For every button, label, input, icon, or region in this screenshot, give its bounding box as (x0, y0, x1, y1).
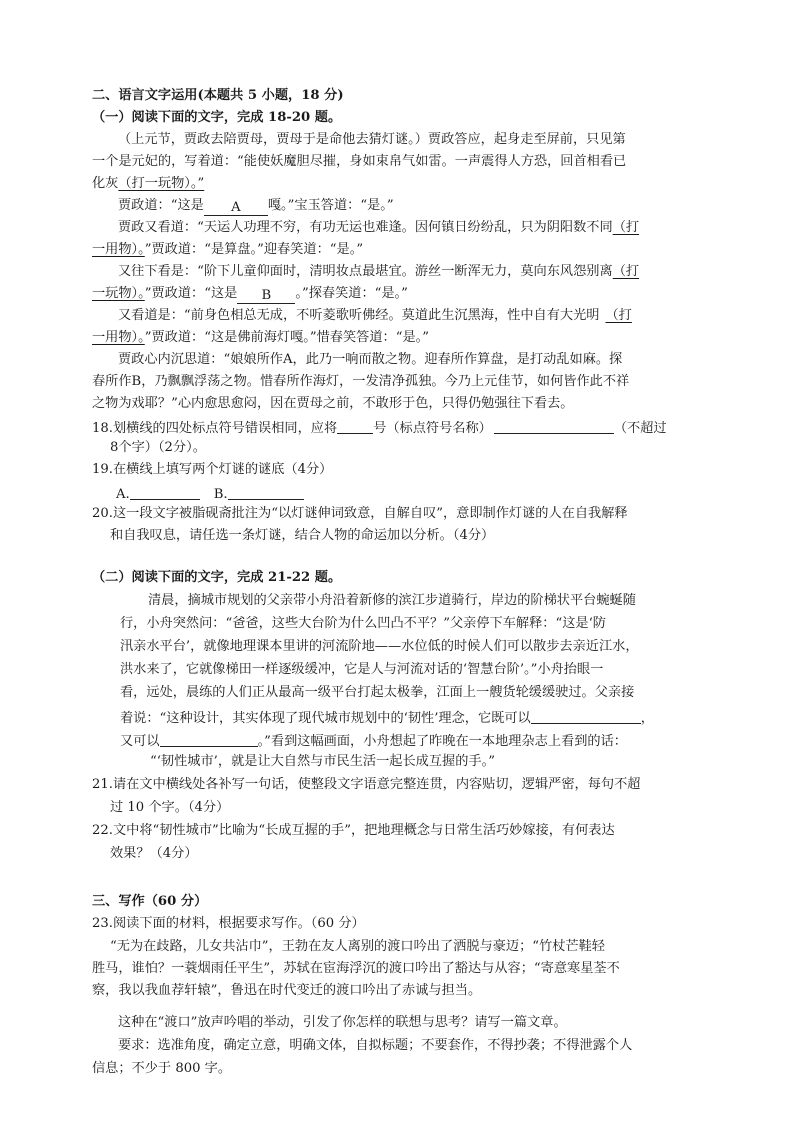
passage-line (92, 177, 204, 190)
writing-requirements: 要求：选准角度，确定立意，明确文体，自拟标题；不要套作，不得抄袭；不得泄露个人 (118, 1038, 633, 1053)
question-text: 18.划横线的四处标点符号错误相同，应将 (92, 421, 338, 436)
passage-line: （上元节，贾政去陪贾母，贾母于是命他去猜灯谜。）贾政答应，起身走至屏前，只见第 (118, 132, 626, 147)
question-20: 20.这一段文字被脂砚斋批注为“以灯谜伸词致意，自解自叹”，意即制作灯谜的人在自我解释 (92, 506, 628, 521)
passage-text: 又可以 (120, 734, 160, 749)
passage-line: 清晨，摘城市规划的父亲带小舟沿着新修的滨江步道骑行，岸边的阶梯状平台蜿蜒随 (148, 593, 636, 608)
riddle-hint-underlined: （打 (605, 308, 632, 323)
passage-text: ”贾政道：“这是佛前海灯嘎。”惜春笑答道：“是。” (144, 330, 430, 345)
passage-line (120, 732, 627, 748)
passage-text: 贾政又看道：“天运人功理不穷，有功无运也难逢。因何镇日纷纷乱，只为阴阳数不同 (118, 220, 613, 235)
passage-text: 。”看到这幅画面，小舟想起了昨晚在一本地理杂志上看到的话： (257, 734, 627, 749)
passage-line: 之物为戏耶？”心内愈思愈闷，因在贾母之前，不敢形于色，只得仍勉强往下看去。 (92, 396, 574, 411)
section-2-title: 二、语言文字运用(本题共 5 小题，18 分) (92, 88, 344, 103)
question-20-cont: 和自我叹息，请任选一条灯谜，结合人物的命运加以分析。（4分） (110, 528, 495, 543)
passage-line (92, 287, 408, 304)
question-22-cont: 效果？（4分） (110, 846, 198, 861)
blank-B-label: B (261, 288, 272, 303)
riddle-hint-underlined: 一用物）。 (92, 242, 145, 257)
riddle-hint-underlined: 一玩物）。 (92, 286, 145, 301)
riddle-hint-underlined: （打 (612, 220, 640, 235)
passage-text: ”贾政道：“是算盘。”迎春笑道：“是。” (144, 242, 364, 257)
passage-line (118, 199, 394, 216)
passage-line (118, 309, 632, 322)
passage-line: 洪水来了，它就像梯田一样逐级缓冲，它是人与河流对话的‘智慧台阶’。”小舟抬眼一 (120, 662, 604, 677)
riddle-hint-underlined: 一用物）。 (92, 330, 145, 345)
passage-line: 贾政心内沉思道：“娘娘所作A，此乃一响而散之物。迎春所作算盘，是打动乱如麻。探 (118, 352, 623, 367)
passage-line (92, 331, 429, 344)
blank-A-label: A (231, 200, 241, 215)
passage-text: 着说：“这种设计，其实体现了现代城市规划中的‘韧性’理念，它既可以 (120, 711, 531, 726)
question-text: 号（标点符号名称） (373, 421, 492, 436)
writing-requirements-cont: 信息；不少于 800 字。 (92, 1061, 232, 1076)
question-21-cont: 过 10 个字。（4分） (110, 800, 230, 815)
passage-line: 行，小舟突然问：“爸爸，这些大台阶为什么凹凸不平？”父亲停下车解释：“这是‘防 (120, 616, 606, 631)
passage-text: 嘎。”宝玉答道：“是。” (267, 198, 394, 213)
question-23: 23.阅读下面的材料，根据要求写作。（60 分） (92, 916, 365, 931)
material-line: 察，我以我血荐轩辕”，鲁迅在时代变迁的渡口吟出了赤诚与担当。 (92, 983, 482, 998)
question-21: 21.请在文中横线处各补写一句话，使整段文字语意完整连贯，内容贴切，逻辑严密，每句不超 (92, 777, 641, 792)
question-19: 19.在横线上填写两个灯谜的谜底（4分） (92, 462, 333, 477)
question-18-cont: 8个字）（2分）。 (110, 440, 206, 455)
material-line: “无为在歧路，儿女共沾巾”，王勃在友人离别的渡口吟出了洒脱与豪迈；“竹杖芒鞋轻 (110, 939, 605, 954)
fill-blank-2[interactable] (160, 732, 258, 747)
passage-line (118, 265, 639, 278)
passage-text: 又往下看是：“阶下儿童仰面时，清明妆点最堪宜。游丝一断浑无力，莫向东风怨别离 (118, 264, 613, 279)
section-3-title: 三、写作（60 分） (92, 894, 208, 909)
passage-text: 又看道是：“前身色相总无成，不听菱歌听佛经。莫道此生沉黑海，性中自有大光明 (118, 308, 600, 323)
passage-line: 汛亲水平台’，就像地理课本里讲的河流阶地——水位低的时候人们可以散步去亲近江水， (120, 639, 639, 654)
passage-line (118, 221, 639, 234)
riddle-hint-underlined: （打 (612, 264, 640, 279)
answer-A-blank[interactable] (130, 485, 200, 500)
passage-text: ， (640, 711, 654, 726)
part-2-heading: （二）阅读下面的文字，完成 21-22 题。 (92, 570, 342, 585)
answer-blank[interactable] (337, 419, 373, 434)
passage-text: 。”探春笑道：“是。” (295, 286, 408, 301)
passage-text: 化灰 (92, 176, 119, 191)
question-18 (92, 419, 667, 435)
question-19-answers (116, 485, 304, 501)
material-line: 胜马，谁怕？一蓑烟雨任平生”，苏轼在宦海浮沉的渡口吟出了豁达与从容；“寄意寒星荃不 (92, 961, 620, 976)
blank-A (204, 201, 268, 216)
passage-line: 春所作B，乃飘飘浮荡之物。惜春所作海灯，一发清净孤独。今乃上元佳节，如何皆作此不祥 (92, 374, 630, 389)
blank-B (237, 289, 295, 304)
passage-text: 贾政道：“这是 (118, 198, 204, 213)
passage-line (92, 243, 363, 256)
answer-blank[interactable] (494, 419, 614, 434)
passage-line: “‘韧性城市’，就是让大自然与市民生活一起长成互握的手。” (150, 754, 495, 769)
passage-text: ”贾政道：“这是 (144, 286, 238, 301)
question-22: 22.文中将“韧性城市”比喻为“长成互握的手”，把地理概念与日常生活巧妙嫁接，有何表达 (92, 823, 615, 838)
answer-B-label: B. (213, 487, 228, 502)
riddle-hint-underlined: （打一玩物）。” (118, 176, 205, 191)
passage-line (120, 709, 654, 725)
answer-B-blank[interactable] (228, 485, 304, 500)
passage-line: 看，远处，晨练的人们正从最高一级平台打起太极拳，江面上一艘货轮缓缓驶过。父亲接 (120, 685, 635, 700)
question-text: （不超过 (613, 421, 667, 436)
fill-blank-1[interactable] (531, 709, 641, 724)
passage-line: 一个是元妃的，写着道：“能使妖魔胆尽摧，身如束帛气如雷。一声震得人方恐，回首相看已 (92, 154, 627, 169)
writing-prompt: 这种在“渡口”放声吟唱的举动，引发了你怎样的联想与思考？请写一篇文章。 (118, 1015, 567, 1030)
part-1-heading: （一）阅读下面的文字，完成 18-20 题。 (92, 110, 342, 125)
answer-A-label: A. (116, 487, 130, 502)
